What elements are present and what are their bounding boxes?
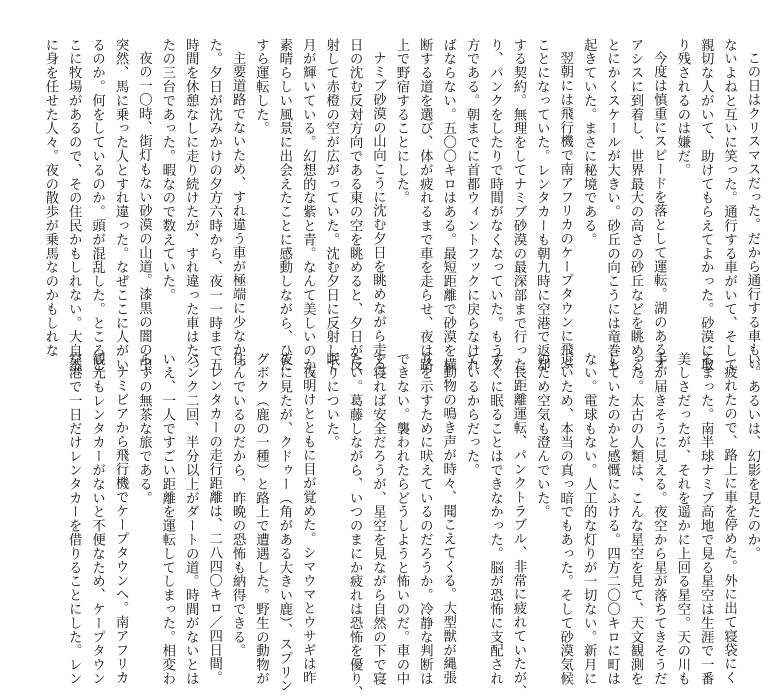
text-column: 夜の一〇時、街灯もない砂漠の山道。漆黒の闇の中、 [136, 51, 152, 385]
text-column: のため空気も澄んでいた。 [534, 352, 550, 519]
text-column: 時間を休憩なしに走り続けたが、すれ違った車はたっ [183, 38, 199, 372]
text-column: り、パンクをしたりで時間がなくなっていた。もう夕 [487, 38, 503, 372]
text-column: 射して赤橙の空が広がっていた。沈む夕日に反射して [323, 38, 339, 372]
text-column: できない。襲われたらどうしようと怖いのだ。車の中 [393, 352, 409, 686]
text-column: 空港で一日だけレンタカーを借りることにした。レン [66, 352, 82, 686]
text-column: すら運転した。 [253, 38, 269, 136]
text-column: に身を任せた人々。夜の散歩が乗馬なのかもしれな [42, 38, 58, 358]
text-column: 起きていた。まさに秘境である。 [581, 38, 597, 247]
text-column: 動物の鳴き声が時々、聞こえてくる。大型獣が縄張 [440, 365, 456, 686]
text-column: ばならない。五〇〇キロはある。最短距離で砂漠を横 [440, 38, 456, 372]
text-column: グボク（鹿の一種）と路上で遭遇した。野生の動物が [253, 352, 269, 686]
text-column: 疲れたので、路上に車を停めた。外に出て寝袋にく [721, 365, 737, 686]
upper-text-tier [42, 38, 764, 386]
text-column: 素晴らしい風景に出会えたことに感動しながら、ひた [276, 38, 292, 372]
text-column: ナミブ砂漠の山向こうに沈む夕日を眺めながら走る。 [370, 51, 386, 385]
text-column: 近いため、本当の真っ暗でもあった。そして砂漠気候 [557, 352, 573, 686]
lower-text-tier [46, 352, 764, 700]
text-column: 観光もレンタカーがないと不便なため、ケープタウン [89, 352, 105, 686]
text-column: ないよねと互いに笑った。通行する車がいて、そして [721, 38, 737, 372]
text-column: 突然、馬に乗った人とすれ違った。なぜここに人がい [113, 38, 129, 372]
text-column: るまった。南半球ナミブ高地で見る星空は生涯で一番 [698, 352, 714, 686]
text-column: 上で野宿することにした。 [393, 38, 409, 205]
text-column: レンタカーの走行距離は、二八四〇キロ／四日間。 [206, 365, 222, 686]
text-column: 翌朝には飛行機で南アフリカのケープタウンに飛ぶ [557, 51, 573, 372]
text-column: 断する道を選び、体が疲れるまで車を走らせ、夜は路 [417, 38, 433, 372]
text-column: 主要道路でないため、すれ違う車が極端に少なかっ [230, 51, 246, 372]
text-column: する契約。無理をしてナミブ砂漠の最深部まで行った [510, 38, 526, 372]
text-column: 親切な人がいて、助けてもらえてよかった。砂漠に取 [698, 38, 714, 372]
text-column: たい。葛藤しながら、いつのまにか疲れは恐怖を優り、 [347, 352, 363, 700]
text-column: ない。電球もない。人工的な灯りが一切ない。新月に [581, 352, 597, 686]
text-column: 美しさだったが、それを遥かに上回る星空。天の川も [674, 352, 690, 686]
text-column: 夜に見たが、クドゥー（角がある大きい鹿）、スプリン [276, 352, 292, 693]
text-column: り残されるのは嫌だ。 [674, 38, 690, 177]
text-column: 眠りについた。 [323, 352, 339, 450]
text-column: 夜明けとともに目が覚めた。シマウマとウサギは昨 [300, 365, 316, 686]
text-column: ているからだった。 [464, 352, 480, 478]
text-column: アシスに到着し、世界最大の高さの砂丘などを眺める。 [627, 38, 643, 386]
text-column: た。夕日が沈みかけの夕方六時から、夜一一時まで五 [206, 38, 222, 372]
text-column: らずの無茶な旅である。 [136, 352, 152, 505]
text-column: この日はクリスマスだった。だから通行する車もい [745, 51, 760, 372]
text-column: すぐに眠ることはできなかった。脳が恐怖に支配され [487, 352, 503, 686]
text-column: い。あるいは、幻影を見たのか。 [745, 352, 760, 561]
text-column: たの三台であった。暇なので数えていた。 [159, 38, 175, 303]
text-column: 長距離運転、パンクトラブル、非常に疲れていたが、 [510, 365, 526, 699]
text-column: いえ、一人ですごい距離を運転してしまった。相変わ [159, 352, 175, 686]
text-column: 日の沈む反対方向である東の空を眺めると、夕日が反 [347, 38, 363, 372]
text-column: ナミビアから飛行機でケープタウンへ。南アフリカ [113, 365, 129, 686]
text-column: 手が届きそうに見える。夜空から星が落ちてきそうだ [651, 352, 667, 686]
text-column: 方である。朝までに首都ウィントフックに戻らなけれ [464, 38, 480, 372]
text-column: りを示すために吠えているのだろうか。冷静な判断は [417, 352, 433, 686]
text-column: していたのかと感慨にふける。四方二〇〇キロに町は [604, 352, 620, 686]
text-column: とにかくスケールが大きい。砂丘の向こうには竜巻も [604, 38, 620, 372]
text-column: で寝れば安全だろうが、星空を見ながら自然の下で寝 [370, 352, 386, 686]
text-column: った。太古の人類は、こんな星空を見て、天文観測を [627, 352, 643, 686]
text-column: こに牧場があるので、その住民かもしれない。大自然 [66, 38, 82, 372]
text-column: 住んでいるのだから、昨晩の恐怖も納得できる。 [230, 352, 246, 658]
text-column: 今度は慎重にスピードを落として運転。湖のあるオ [651, 51, 667, 372]
text-column: 月が輝いている。幻想的な紫と青。なんて美しいのか。 [300, 38, 316, 386]
text-column: るのか。何をしているのか。頭が混乱した。ところど [89, 38, 105, 372]
text-column: ことになっていた。レンタカーも朝九時に空港で返却 [534, 38, 550, 372]
text-column: パンク二回、半分以上がダートの道。時間がないとは [183, 352, 199, 686]
